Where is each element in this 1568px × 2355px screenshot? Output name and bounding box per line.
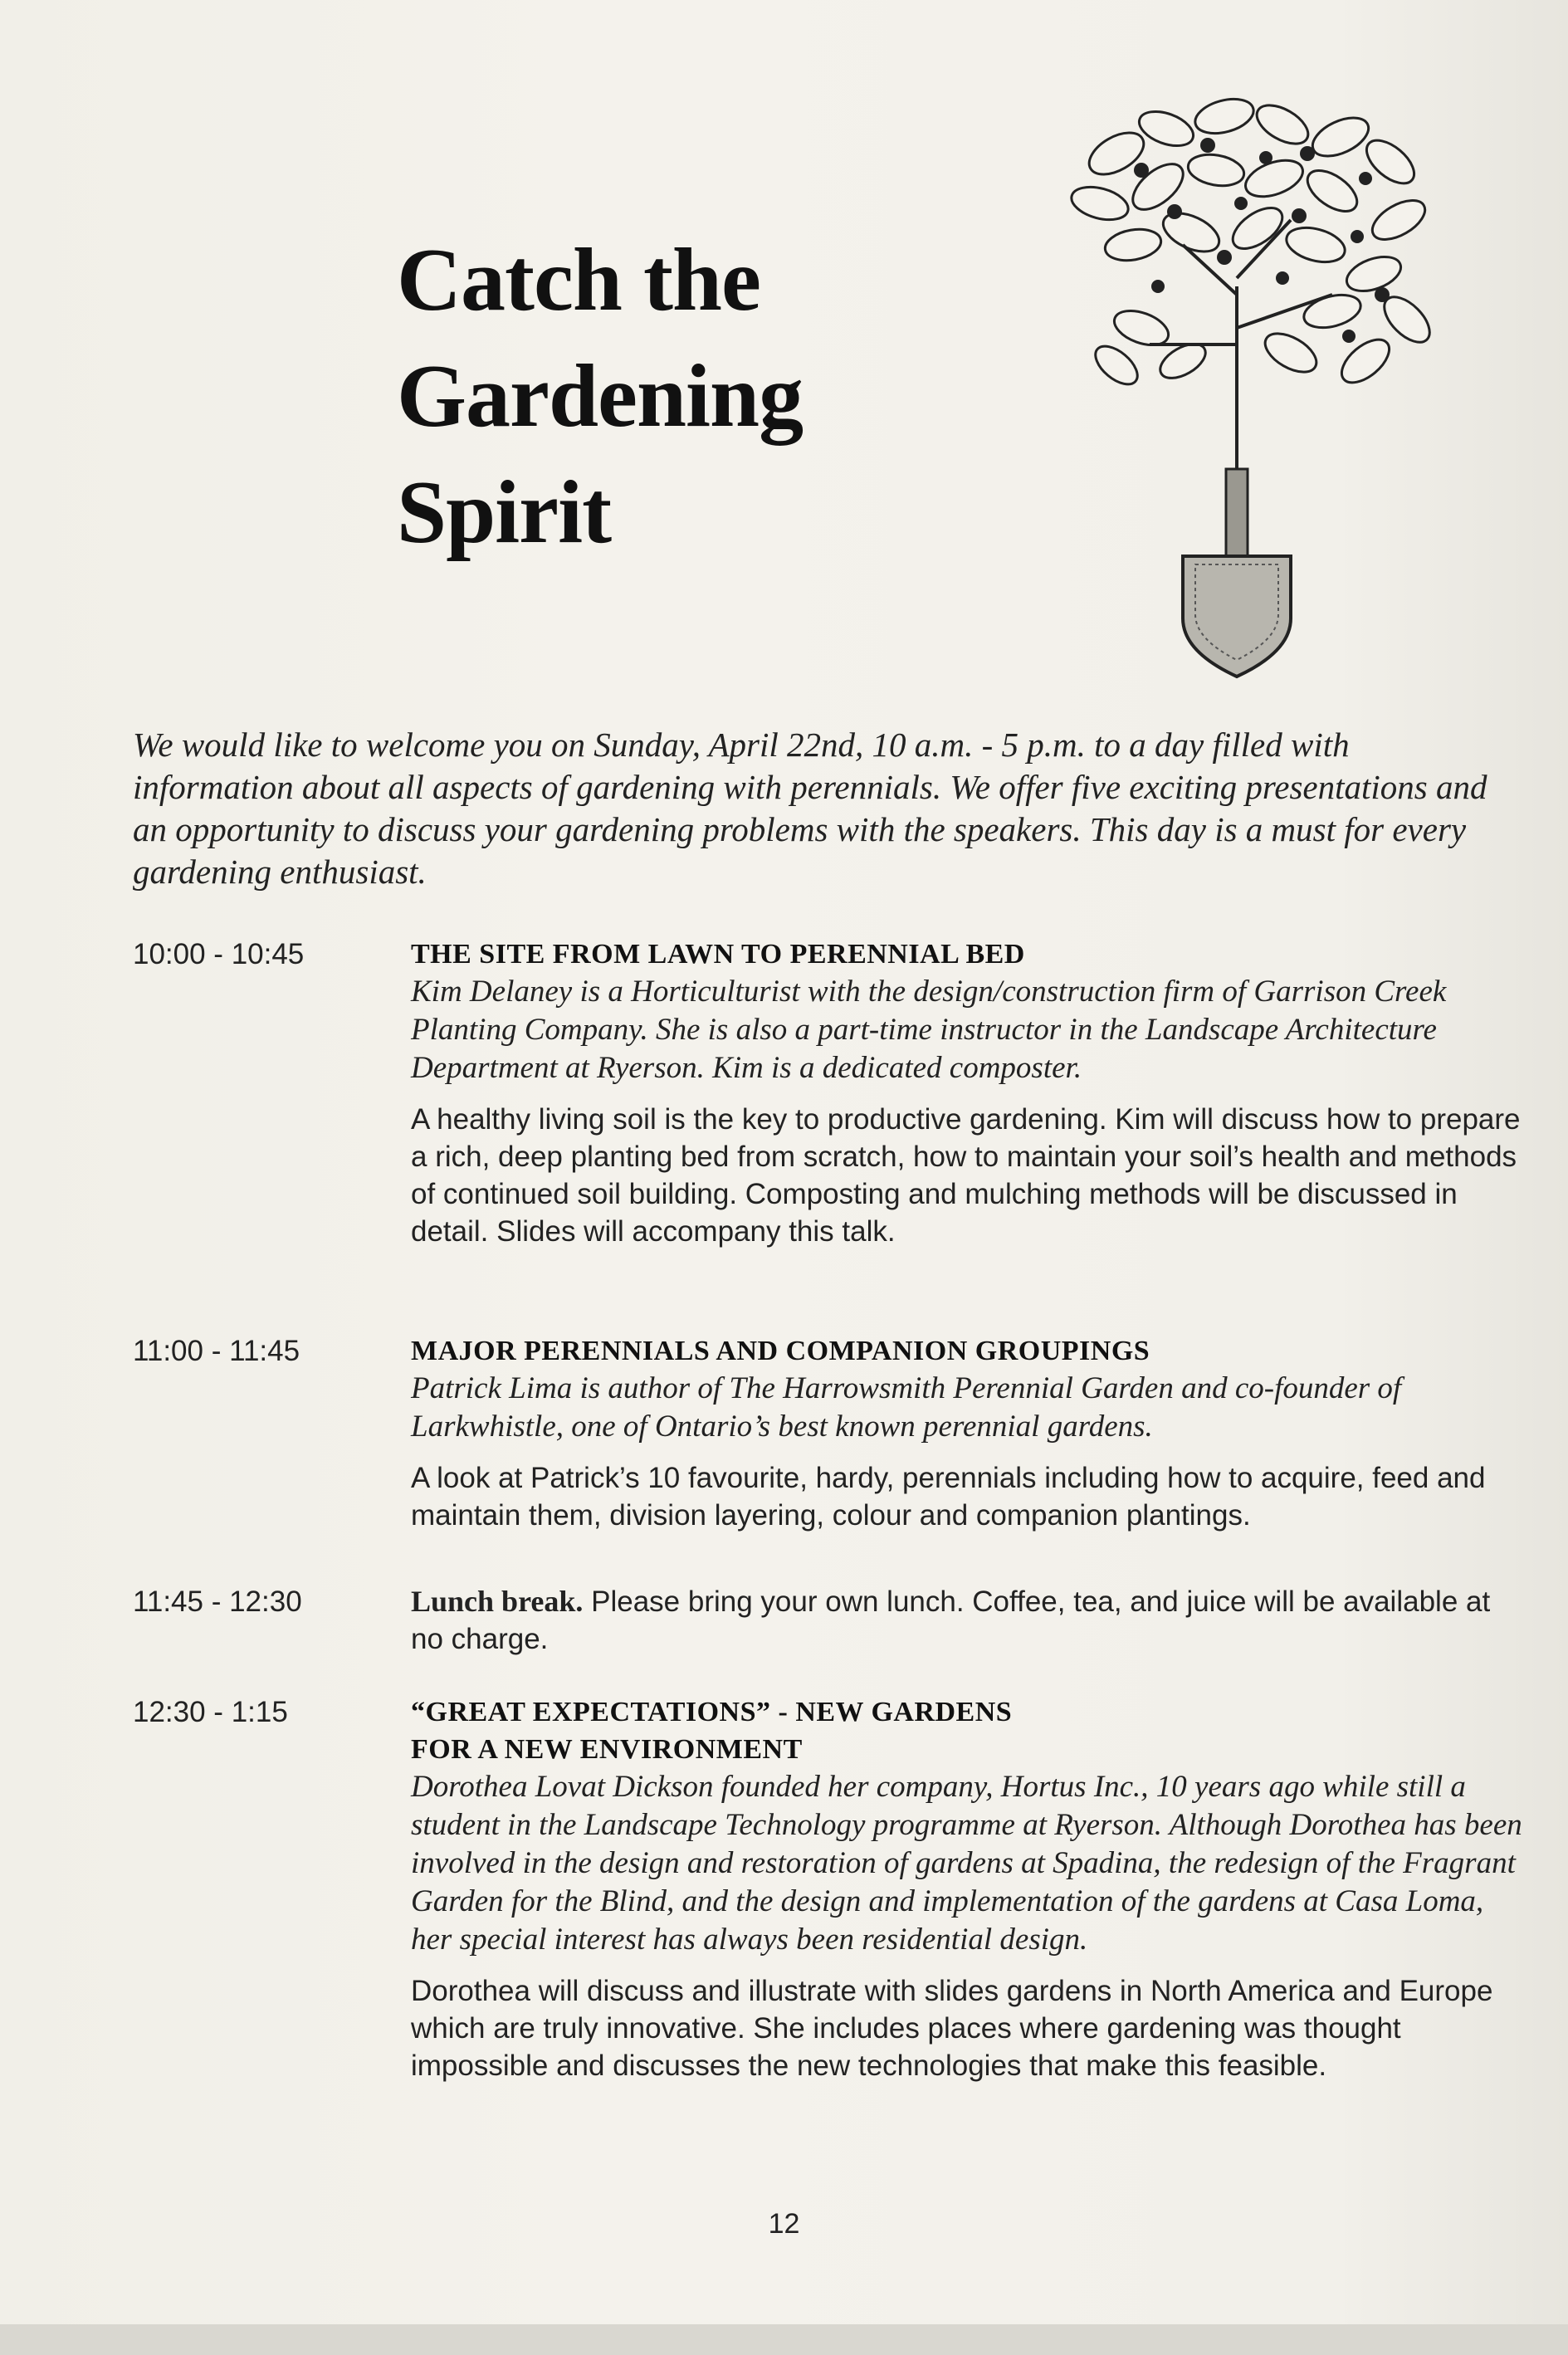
session-description: Dorothea will discuss and illustrate with slides gardens in North America and Europe which are truly innovative. She includes places where gardening was thought impossible and discusses the new technologies that make this feasible. <box>411 1975 1493 2082</box>
session-title: MAJOR PERENNIALS AND COMPANION GROUPINGS <box>411 1336 1150 1366</box>
lunch-note <box>411 1583 1527 1658</box>
session-title: THE SITE FROM LAWN TO PERENNIAL BED <box>411 939 1025 970</box>
session-content <box>411 1583 1527 1658</box>
tree-and-spade-icon <box>1017 79 1448 685</box>
lunch-text: Please bring your own lunch. Coffee, tea, and juice will be available at no charge. <box>411 1585 1491 1655</box>
page-title <box>397 222 803 571</box>
session-title: “GREAT EXPECTATIONS” - NEW GARDENS <box>411 1697 1013 1727</box>
session-title: FOR A NEW ENVIRONMENT <box>411 1734 803 1765</box>
session-content <box>411 1693 1527 2084</box>
speaker-bio: Kim Delaney is a Horticulturist with the design/construction firm of Garrison Creek Planting Company. She is also a part-time instructor in the Landscape Architecture Department at Ryerson. Kim is a dedicated composter. <box>411 975 1447 1085</box>
lunch-label: Lunch break. <box>411 1585 584 1618</box>
title-line: Spirit <box>397 463 612 562</box>
session-content <box>411 936 1527 1250</box>
title-line: Catch the <box>397 231 760 330</box>
intro-paragraph: We would like to welcome you on Sunday, April 22nd, 10 a.m. - 5 p.m. to a day filled with information about all aspects of gardening with perennials. We offer five exciting presentations and an opportunity to discuss your gardening problems with the speakers. This day is a must for every gardening enthusiast. <box>133 726 1487 891</box>
session-time: 11:00 - 11:45 <box>133 1335 300 1367</box>
scan-edge <box>0 2324 1568 2355</box>
session-description: A healthy living soil is the key to productive gardening. Kim will discuss how to prepare a rich, deep planting bed from scratch, how to maintain your soil’s health and methods of continued soil building. Composting and mulching methods will be discussed in detail. Slides will accompany this talk. <box>411 1103 1521 1248</box>
page-number: 12 <box>768 2208 800 2240</box>
session-time: 10:00 - 10:45 <box>133 938 305 970</box>
session-time: 12:30 - 1:15 <box>133 1696 288 1728</box>
session-content <box>411 1332 1527 1534</box>
session-description: A look at Patrick’s 10 favourite, hardy, perennials including how to acquire, feed and maintain them, division layering, colour and companion plantings. <box>411 1462 1486 1532</box>
title-line: Gardening <box>397 347 804 446</box>
speaker-bio: Dorothea Lovat Dickson founded her company, Hortus Inc., 10 years ago while still a student in the Landscape Technology programme at Ryerson. Although Dorothea has been involved in the design and restoration of gardens at Spadina, the redesign of the Fragrant Garden for the Blind, and the design and implementation of the gardens at Casa Loma, her special interest has always been residential design. <box>411 1770 1522 1957</box>
speaker-bio: Patrick Lima is author of The Harrowsmith Perennial Garden and co-founder of Larkwhistle, one of Ontario’s best known perennial gardens. <box>411 1371 1402 1444</box>
session-time: 11:45 - 12:30 <box>133 1585 302 1618</box>
